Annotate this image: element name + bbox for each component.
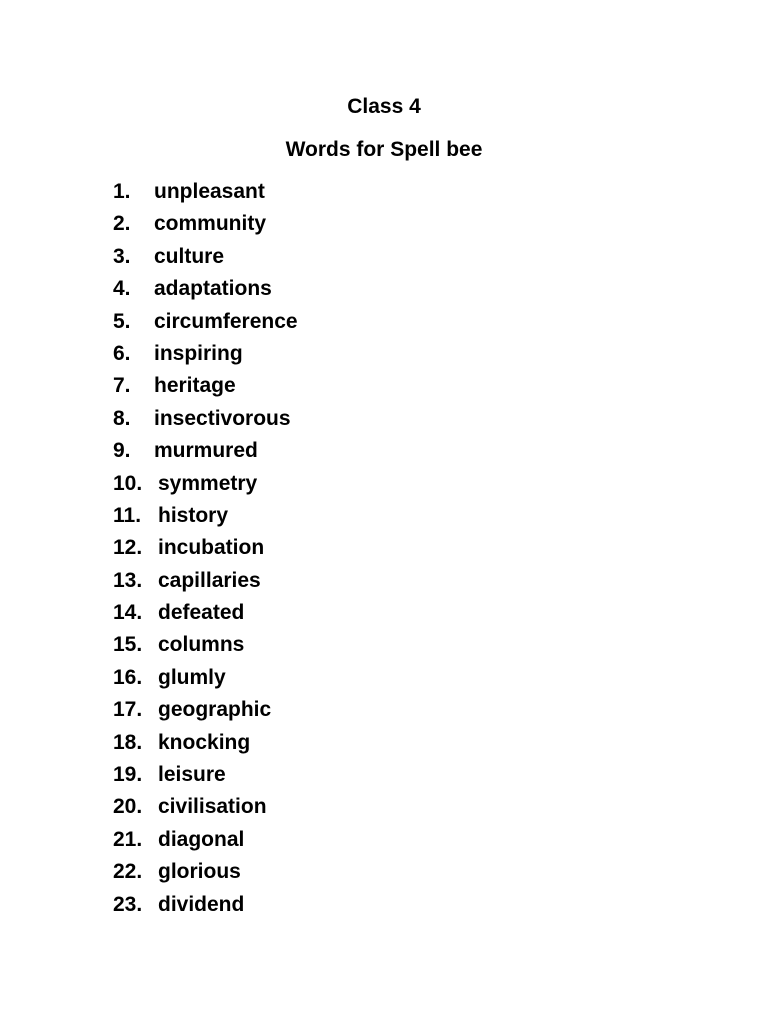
list-item-number: 18. <box>113 730 143 754</box>
list-item-number: 2. <box>113 212 131 236</box>
list-item-number: 16. <box>113 665 143 689</box>
list-item-number: 22. <box>113 860 143 884</box>
list-item-word: geographic <box>158 698 272 722</box>
list-item-word: adaptations <box>154 277 272 301</box>
list-item-number: 13. <box>113 568 143 592</box>
list-item-number: 15. <box>113 633 143 657</box>
list-item-number: 19. <box>113 763 143 787</box>
list-item-number: 3. <box>113 244 131 268</box>
list-item-word: defeated <box>158 601 245 625</box>
list-item-word: insectivorous <box>154 406 291 430</box>
list-item-word: history <box>158 503 229 527</box>
list-item-word: glorious <box>158 860 241 884</box>
list-item-number: 11. <box>113 503 142 527</box>
list-item-number: 1. <box>113 180 131 203</box>
list-item-word: dividend <box>158 892 245 916</box>
list-item-word: circumference <box>154 309 298 333</box>
list-item-number: 7. <box>113 374 131 398</box>
list-item-word: murmured <box>154 439 258 463</box>
page-title: Class 4 <box>347 95 421 118</box>
list-item-number: 21. <box>113 827 143 851</box>
list-item-word: incubation <box>158 536 265 560</box>
list-item-word: inspiring <box>154 341 243 365</box>
list-item-word: symmetry <box>158 471 258 495</box>
list-item-word: civilisation <box>158 795 267 819</box>
list-item-word: capillaries <box>158 568 261 592</box>
page-subtitle: Words for Spell bee <box>285 138 483 161</box>
list-item-word: columns <box>158 633 245 657</box>
list-item-word: diagonal <box>158 827 245 851</box>
list-item-number: 5. <box>113 309 131 333</box>
list-item-number: 4. <box>113 277 131 301</box>
list-item-word: leisure <box>158 763 226 787</box>
list-item-number: 17. <box>113 698 143 722</box>
list-item-word: heritage <box>154 374 236 398</box>
list-item-number: 12. <box>113 536 143 560</box>
list-item-number: 10. <box>113 471 143 495</box>
list-item-word: culture <box>154 244 225 268</box>
list-item-number: 14. <box>113 601 143 625</box>
list-item-number: 6. <box>113 341 131 365</box>
list-item-number: 9. <box>113 439 131 463</box>
list-item-number: 20. <box>113 795 143 819</box>
list-item-word: unpleasant <box>154 180 265 203</box>
list-item-number: 23. <box>113 892 143 916</box>
list-item-word: community <box>154 212 267 236</box>
list-item-word: knocking <box>158 730 251 754</box>
list-item-number: 8. <box>113 406 131 430</box>
list-item-word: glumly <box>158 665 226 689</box>
